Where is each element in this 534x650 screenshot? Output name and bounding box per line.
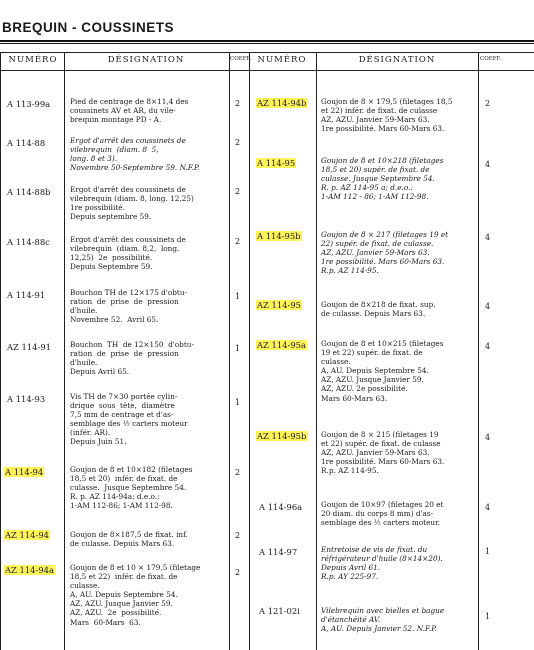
part-number: A 114-91 (7, 290, 46, 300)
part-coefficient: 2 (235, 531, 241, 540)
part-coefficient: 2 (235, 237, 241, 246)
column-header-numero: NUMÉRO (257, 55, 307, 65)
column-divider (64, 52, 65, 650)
column-divider (229, 52, 230, 650)
part-coefficient: 4 (485, 433, 491, 442)
part-coefficient: 2 (235, 187, 241, 196)
column-header-coeff: COEFF. (480, 56, 502, 62)
part-number: A 114-95 (257, 158, 296, 168)
column-divider (478, 52, 479, 650)
part-number: AZ 114-95b (257, 431, 307, 441)
part-coefficient: 4 (485, 342, 491, 351)
part-coefficient: 1 (235, 398, 241, 407)
part-designation: Vis TH de 7×30 portée cylin- drique sous tête, diamètre 7,5 mm de centrage et d'as- semblage des ½ carters moteur (infér. AR). Depuis Juin 51. (70, 392, 188, 447)
part-coefficient: 2 (235, 99, 241, 108)
part-number: AZ 114-94a (5, 565, 54, 575)
column-header-coeff: COEFF. (230, 56, 252, 62)
part-designation: Goujon de 10×97 (filetages 20 et 20 diam. du corps 8 mm) d'as- semblage des ½ carters moteur. (321, 500, 444, 528)
part-designation: Vilebrequin avec bielles et bague d'étanchéité AV. A, AU. Depuis Janvier 52. N.F.P. (321, 606, 445, 634)
part-designation: Goujon de 8 et 10×182 (filetages 18,5 et 20) infér. de fixat. de culasse. Jusque Septembre 54. R. p. AZ 114-94a; d.e.o.: 1-AM 112-86; 1-AM 112-98. (70, 465, 193, 511)
column-divider (316, 52, 317, 650)
table-top-border (0, 52, 534, 53)
part-coefficient: 2 (235, 138, 241, 147)
part-number: A 114-88c (7, 237, 50, 247)
part-number: AZ 114-94b (257, 98, 307, 108)
column-header-designation: DÉSIGNATION (107, 55, 185, 65)
part-designation: Goujon de 8 × 217 (filetages 19 et 22) supér. de fixat. de culasse. AZ, AZU. Janvier 59-Mars 63. 1re possibilité. Mars 60-Mars 63. R.p. AZ 114-95. (321, 230, 449, 276)
part-designation: Goujon de 8 et 10×218 (filetages 18,5 et 20) supér. de fixat. de culasse. Jusque Septembre 54. R. p. AZ 114-95 a; d.e.o.: 1-AM 112 - 86; 1-AM 112-98. (321, 156, 444, 202)
part-coefficient: 2 (235, 468, 241, 477)
part-number: A 113-99a (7, 99, 51, 109)
column-header-designation: DÉSIGNATION (358, 55, 436, 65)
part-coefficient: 4 (485, 302, 491, 311)
part-coefficient: 1 (485, 547, 491, 556)
part-number: AZ 114-91 (7, 342, 52, 352)
part-number: A 114-93 (7, 394, 46, 404)
part-number: AZ 114-95a (257, 340, 306, 350)
page-header (0, 0, 534, 44)
column-divider (249, 52, 250, 650)
part-designation: Bouchon TH de 12×175 d'obtu- ration de prise de pression d'huile. Novembre 52. Avril 65. (70, 288, 187, 325)
part-number: A 114-95b (257, 231, 301, 241)
part-number: AZ 114-94 (5, 530, 50, 540)
part-designation: Ergot d'arrêt des coussinets de vilebrequin (diam. 8,2, long. 12,25) 2e possibilité. Depuis Septembre 59. (70, 235, 186, 272)
header-rule-thin (0, 43, 534, 44)
part-number: A 114-88 (7, 138, 46, 148)
part-designation: Ergot d'arrêt des coussinets de vilebrequin (diam. 8 5, long. 8 et 3). Novembre 50-Septembre 59. N.F.P. (70, 136, 200, 173)
part-designation: Goujon de 8 × 179,5 (filetages 18,5 et 22) infér. de fixat. de culasse AZ, AZU. Janvier 59-Mars 63. 1re possibilité. Mars 60-Mars 63. (321, 97, 453, 134)
part-number: A 114-94 (5, 467, 44, 477)
part-designation: Goujon de 8 et 10 × 179,5 (filetage 18,5 et 22) infér. de fixat. de culasse. A, AU. Depuis Septembre 54. AZ, AZU. Jusque Janvier 59. AZ, AZU. 2e possibilité. Mars 60-Mars 63. (70, 563, 201, 627)
part-coefficient: 1 (235, 344, 241, 353)
part-designation: Goujon de 8 × 215 (filetages 19 et 22) supér. de fixat. de culasse AZ, AZU. Janvier 59-Mars 63. 1re possibilité. Mars 60-Mars 63. R.p. AZ 114-95. (321, 430, 445, 476)
part-coefficient: 4 (485, 503, 491, 512)
header-rule (0, 40, 534, 42)
part-designation: Ergot d'arrêt des coussinets de vilebrequin (diam. 8, long. 12,25) 1re possibilité. Depuis septembre 59. (70, 185, 194, 222)
part-coefficient: 1 (235, 292, 241, 301)
column-divider (0, 52, 1, 650)
part-coefficient: 1 (485, 612, 491, 621)
part-number: AZ 114-95 (257, 300, 302, 310)
part-designation: Goujon de 8×218 de fixat. sup. de culasse. Depuis Mars 63. (321, 300, 436, 319)
part-number: A 114-96a (259, 502, 303, 512)
part-coefficient: 4 (485, 160, 491, 169)
part-coefficient: 2 (235, 568, 241, 577)
part-number: A 114-97 (259, 547, 298, 557)
part-designation: Goujon de 8×187,5 de fixat. inf. de culasse. Depuis Mars 63. (70, 530, 188, 549)
part-designation: Bouchon TH de 12×150 d'obtu- ration de prise de pression d'huile. Depuis Avril 65. (70, 340, 194, 377)
page-title: BREQUIN - COUSSINETS (2, 20, 175, 35)
part-number: A 114-88b (7, 187, 51, 197)
part-coefficient: 2 (485, 99, 491, 108)
part-number: A 121-02i (259, 606, 300, 616)
column-header-numero: NUMÉRO (8, 55, 58, 65)
part-designation: Pied de centrage de 8×11,4 des coussinets AV et AR, du vile- brequin montage PD - A. (70, 97, 189, 125)
column-header-border (0, 70, 534, 71)
part-designation: Entretoise de vis de fixat. du réfrigérateur d'huile (8×14×20). Depuis Avril 61. R.p. AY 225-97. (321, 545, 443, 582)
part-designation: Goujon de 8 et 10×215 (filetages 19 et 22) supér. de fixat. de culasse. A, AU. Depuis Septembre 54. AZ, AZU. Jusque Janvier 59. AZ, AZU. 2e possibilité. Mars 60-Mars 63. (321, 339, 444, 403)
part-coefficient: 4 (485, 233, 491, 242)
